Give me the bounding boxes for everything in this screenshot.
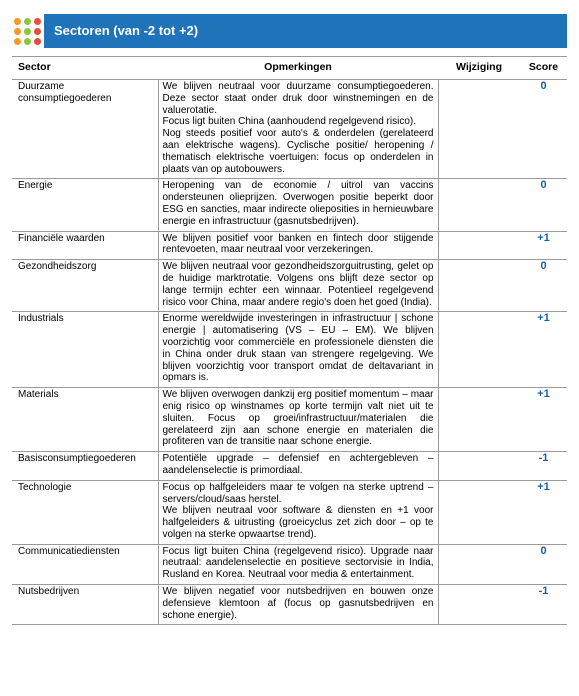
sector-change	[438, 260, 520, 312]
table-row	[12, 452, 567, 481]
table-row	[12, 312, 567, 388]
remark-paragraph: We blijven neutraal voor duurzame consumptiegoederen. Deze sector staat onder druk door winstnemingen en de valuerotatie.	[162, 81, 434, 116]
sector-score: +1	[520, 312, 567, 388]
sector-name: Technologie	[12, 480, 158, 544]
table-row	[12, 231, 567, 260]
remark-paragraph: We blijven overwogen dankzij erg positief momentum – maar enig risico op winstnames op korte termijn valt niet uit te sluiten. Focus op groei/infrastructuur/materialen die gerelateerd zijn aan schone energie en materialen die profiteren van de transitie naar schone energie.	[162, 389, 434, 448]
table-row	[12, 80, 567, 179]
sector-score: -1	[520, 585, 567, 625]
remark-paragraph: Focus ligt buiten China (aanhoudend regelgevend risico).	[162, 116, 416, 128]
page-title: Sectoren (van -2 tot +2)	[54, 23, 199, 38]
table-row	[12, 544, 567, 584]
sector-change	[438, 388, 520, 452]
sector-change	[438, 231, 520, 260]
remark-paragraph: Focus ligt buiten China (regelgevend risico). Upgrade naar neutraal: aandelenselectie en positieve sectorvisie in India, Rusland en Korea. Neutraal voor media & entertainment.	[162, 545, 434, 581]
sector-name: Financiële waarden	[12, 231, 158, 260]
sector-remarks	[158, 480, 438, 544]
header-title-bar	[44, 14, 567, 48]
logo-dot	[34, 28, 41, 35]
sector-remarks	[158, 179, 438, 231]
column-header-change: Wijziging	[438, 57, 520, 80]
remark-paragraph: Focus op halfgeleiders maar te volgen na sterke uptrend – servers/cloud/saas herstel.	[162, 481, 434, 505]
remark-paragraph: We blijven neutraal voor software & diensten en +1 voor halfgeleiders & uitrusting (groeicyclus zet zich door – op te volgen na sterke opwaartse trend).	[162, 505, 434, 540]
sector-change	[438, 585, 520, 625]
sector-change	[438, 312, 520, 388]
remark-paragraph: Heropening van de economie / uitrol van vaccins ondersteunen olieprijzen. Overwogen positie beperkt door ESG en sancties, maar indirecte olieposities in hernieuwbare energie en infrastructuur (gasnutsbedrijven).	[162, 180, 434, 227]
sector-name: Duurzame consumptiegoederen	[12, 80, 158, 179]
table-row	[12, 388, 567, 452]
column-header-sector: Sector	[12, 57, 158, 80]
logo-dot	[34, 38, 41, 45]
table-body	[12, 80, 567, 625]
sector-remarks	[158, 388, 438, 452]
sector-score: +1	[520, 231, 567, 260]
logo-dot	[14, 18, 21, 25]
sector-score: 0	[520, 179, 567, 231]
page-header	[8, 14, 567, 48]
remark-paragraph: We blijven negatief voor nutsbedrijven en bouwen onze defensieve klemtoon af (focus op gasnutsbedrijven en schone energie).	[162, 586, 434, 621]
logo-dot	[24, 18, 31, 25]
sector-remarks	[158, 452, 438, 481]
logo-dot	[34, 18, 41, 25]
table-row	[12, 585, 567, 625]
sector-change	[438, 480, 520, 544]
sector-score: +1	[520, 388, 567, 452]
sector-score: 0	[520, 80, 567, 179]
logo-dot	[24, 28, 31, 35]
remark-paragraph: Enorme wereldwijde investeringen in infrastructuur | schone energie | automatisering (VS – EU – EM). We blijven voorzichtig voor commerciële en professionele diensten die in China onder druk staan van strengere regelgeving. We blijven voorzichtig voor transport omdat de deltavariant in opmars is.	[162, 313, 434, 384]
column-header-remarks: Opmerkingen	[158, 57, 438, 80]
sector-remarks	[158, 312, 438, 388]
logo-dots-icon	[8, 14, 46, 48]
column-header-score: Score	[520, 57, 567, 80]
remark-paragraph: Potentiële upgrade – defensief en achtergebleven – aandelenselectie is primordiaal.	[162, 453, 434, 476]
sector-name: Energie	[12, 179, 158, 231]
sector-name: Materials	[12, 388, 158, 452]
sector-change	[438, 452, 520, 481]
remark-paragraph: We blijven positief voor banken en fintech door stijgende rentevoeten, maar neutraal voor verzekeringen.	[162, 232, 434, 256]
table-row	[12, 260, 567, 312]
sector-remarks	[158, 80, 438, 179]
sector-change	[438, 179, 520, 231]
sector-name: Communicatiediensten	[12, 544, 158, 584]
sector-remarks	[158, 544, 438, 584]
sector-remarks	[158, 585, 438, 625]
table-row	[12, 179, 567, 231]
sector-change	[438, 544, 520, 584]
sector-score: -1	[520, 452, 567, 481]
sector-name: Gezondheidszorg	[12, 260, 158, 312]
sector-remarks	[158, 231, 438, 260]
sector-name: Basisconsumptiegoederen	[12, 452, 158, 481]
table-row	[12, 480, 567, 544]
sector-score: 0	[520, 260, 567, 312]
remark-paragraph: We blijven neutraal voor gezondheidszorguitrusting, gelet op de huidige marktrotatie. Volgens ons blijft deze sector op lange termijn echter een winnaar. Potentieel regelgevend risico voor China, maar andere regio's doen het goed (India).	[162, 261, 434, 308]
logo-dot	[14, 38, 21, 45]
sector-score: +1	[520, 480, 567, 544]
logo-dot	[14, 28, 21, 35]
sector-table	[12, 56, 567, 625]
sector-score: 0	[520, 544, 567, 584]
table-header-row	[12, 57, 567, 80]
sector-name: Industrials	[12, 312, 158, 388]
sector-change	[438, 80, 520, 179]
sector-remarks	[158, 260, 438, 312]
sector-name: Nutsbedrijven	[12, 585, 158, 625]
logo-dot	[24, 38, 31, 45]
remark-paragraph: Nog steeds positief voor auto's & onderdelen (gerelateerd aan elektrische wagens). Cyclische positie/ heropening / thematisch elektrische voertuigen: focus op onderdelen in plaats van op autobouwers.	[162, 128, 434, 175]
